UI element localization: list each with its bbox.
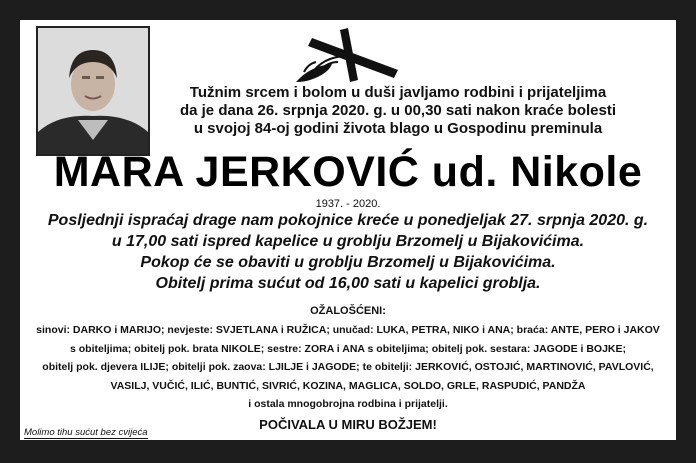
funeral-announcement [20, 210, 676, 294]
rest-in-peace: POČIVALA U MIRU BOŽJEM! [259, 417, 437, 432]
portrait-photo [36, 26, 150, 156]
mourners-line: obitelj pok. djevera ILIJE; obitelji pok. zaova: LJILJE i JAGODE; te obitelji: JERKOVIĆ, OSTOJIĆ, MARTINOVIĆ, PAVLOVIĆ, [42, 361, 654, 373]
mourners-heading: OŽALOŠĆENI: [310, 305, 386, 317]
intro-text [148, 84, 648, 138]
obituary-notice [20, 20, 676, 440]
mourners-line: VASILJ, VUČIĆ, ILIĆ, BUNTIĆ, SIVRIĆ, KOZINA, MAGLICA, SOLDO, GRLE, RASPUDIĆ, PANDŽA [110, 379, 586, 392]
mourners-line: sinovi: DARKO i MARIJO; nevjeste: SVJETLANA i RUŽICA; unučad: LUKA, PETRA, NIKO i ANA; braća: ANTE, PERO i JAKOV [36, 324, 660, 336]
life-years: 1937. - 2020. [315, 198, 381, 210]
cross-icon [288, 26, 412, 93]
intro-line: Tužnim srcem i bolom u duši javljamo rodbini i prijateljima [189, 84, 607, 101]
mourners-line: s obiteljima; obitelj pok. brata NIKOLE; sestre: ZORA i ANA s obiteljima; obitelj pok. sestara: JAGODE i BOJKE; [69, 342, 626, 355]
mourners-list [20, 321, 676, 414]
no-flowers-note: Molimo tihu sućut bez cvijeća [24, 427, 148, 438]
announcement-line: Posljednji ispraćaj drage nam pokojnice kreće u ponedjeljak 27. srpnja 2020. g. [47, 212, 649, 229]
intro-line: u svojoj 84-oj godini života blago u Gospodinu preminula [193, 120, 603, 137]
intro-line: da je dana 26. srpnja 2020. g. u 00,30 sati nakon kraće bolesti [179, 102, 617, 119]
deceased-name: MARA JERKOVIĆ ud. Nikole [53, 148, 643, 196]
mourners-line: i ostala mnogobrojna rodbina i prijatelji. [248, 398, 448, 410]
announcement-line: Pokop će se obaviti u groblju Brzomelj u Bijakovićima. [140, 254, 556, 271]
announcement-line: u 17,00 sati ispred kapelice u groblju Brzomelj u Bijakovićima. [111, 233, 585, 250]
announcement-line: Obitelj prima sućut od 16,00 sati u kapelici groblja. [155, 275, 541, 292]
